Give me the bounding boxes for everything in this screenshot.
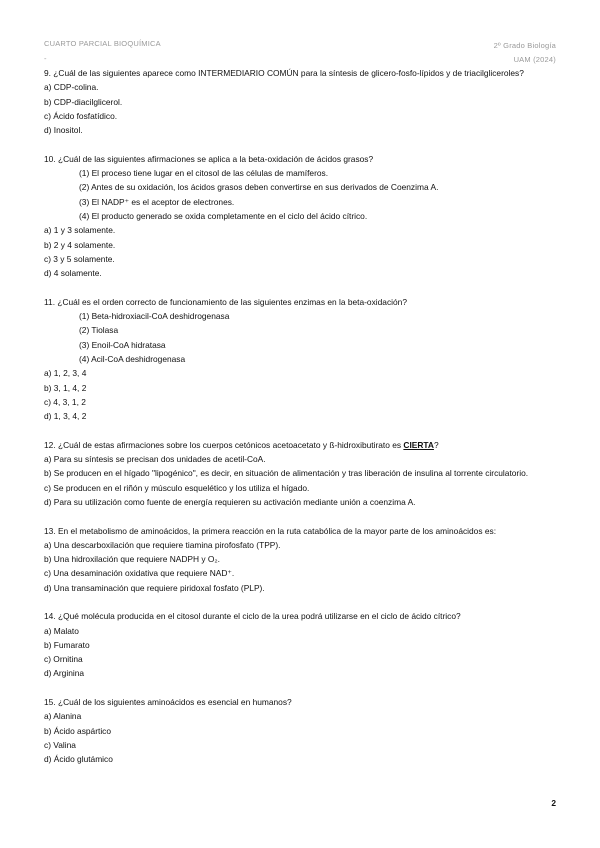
question-stem (44, 438, 558, 452)
option-c: c) Se producen en el riñón y músculo esquelético y los utiliza el hígado. (44, 482, 310, 493)
option-d: d) 1, 3, 4, 2 (44, 411, 87, 422)
question-stem: 15. ¿Cuál de los siguientes aminoácidos es esencial en humanos? (44, 697, 292, 708)
statement-2: (2) Antes de su oxidación, los ácidos grasos deben convertirse en sus derivados de Coenzima A. (79, 182, 439, 193)
header-university-year: UAM (2024) (513, 55, 556, 64)
question-stem: 11. ¿Cuál es el orden correcto de funcionamiento de las siguientes enzimas en la beta-oxidación? (44, 296, 407, 307)
page-number: 2 (551, 798, 556, 808)
option-c: c) Valina (44, 739, 76, 750)
option-d: d) Arginina (44, 668, 85, 679)
question-13 (44, 524, 558, 595)
option-d: d) Una transaminación que requiere piridoxal fosfato (PLP). (44, 582, 265, 593)
question-9 (44, 66, 558, 137)
option-b: b) 3, 1, 4, 2 (44, 382, 87, 393)
option-b: b) 2 y 4 solamente. (44, 239, 116, 250)
option-b: b) Se producen en el hígado "lipogénico", es decir, en situación de alimentación y tras liberación de insulina al torrente circulatorio. (44, 468, 529, 479)
option-b: b) Fumarato (44, 639, 90, 650)
question-stem: 10. ¿Cuál de las siguientes afirmaciones se aplica a la beta-oxidación de ácidos grasos? (44, 153, 374, 164)
statement-4: (4) El producto generado se oxida completamente en el ciclo del ácido cítrico. (79, 210, 368, 221)
header-degree: 2º Grado Biología (493, 41, 556, 50)
question-10 (44, 152, 558, 281)
exam-content (44, 66, 558, 781)
enzyme-1: (1) Beta-hidroxiacil-CoA deshidrogenasa (79, 311, 230, 322)
question-stem: 14. ¿Qué molécula producida en el citosol durante el ciclo de la urea podrá utilizarse en el ciclo de ácido cítrico? (44, 611, 461, 622)
option-b: b) CDP-diacilglicerol. (44, 96, 123, 107)
question-stem-emphasis: CIERTA (403, 439, 434, 450)
header-dash: - (44, 54, 47, 63)
enzyme-2: (2) Tiolasa (79, 325, 119, 336)
header-course-title: CUARTO PARCIAL BIOQUÍMICA (44, 39, 161, 48)
question-11 (44, 295, 558, 424)
header-degree-info (494, 39, 556, 67)
option-a: a) Una descarboxilación que requiere tiamina pirofosfato (TPP). (44, 539, 281, 550)
option-d: d) Para su utilización como fuente de energía requieren su activación mediante unión a coenzima A. (44, 496, 416, 507)
option-a: a) CDP-colina. (44, 82, 99, 93)
question-15 (44, 695, 558, 766)
question-stem: 13. En el metabolismo de aminoácidos, la primera reacción en la ruta catabólica de la mayor parte de los aminoácidos es: (44, 525, 497, 536)
question-14 (44, 609, 558, 680)
option-c: c) Ornitina (44, 654, 83, 665)
option-d: d) 4 solamente. (44, 268, 102, 279)
option-a: a) 1, 2, 3, 4 (44, 368, 87, 379)
statement-3: (3) El NADP⁺ es el aceptor de electrones. (79, 196, 235, 207)
option-c: c) 4, 3, 1, 2 (44, 396, 86, 407)
statement-1: (1) El proceso tiene lugar en el citosol de las células de mamíferos. (79, 168, 329, 179)
enzyme-4: (4) Acil-CoA deshidrogenasa (79, 353, 186, 364)
option-c: c) Una desaminación oxidativa que requiere NAD⁺. (44, 568, 235, 579)
option-d: d) Inositol. (44, 125, 83, 136)
question-stem-end: ? (433, 439, 439, 450)
option-a: a) 1 y 3 solamente. (44, 225, 116, 236)
option-d: d) Ácido glutámico (44, 754, 113, 765)
option-c: c) 3 y 5 solamente. (44, 253, 115, 264)
enzyme-3: (3) Enoil-CoA hidratasa (79, 339, 166, 350)
question-stem-text: 12. ¿Cuál de estas afirmaciones sobre los cuerpos cetónicos acetoacetato y ß-hidroxibutirato es (44, 439, 404, 450)
option-a: a) Alanina (44, 711, 82, 722)
question-stem: 9. ¿Cuál de las siguientes aparece como INTERMEDIARIO COMÚN para la síntesis de glicero-fosfo-lípidos y de triacilgliceroles? (44, 68, 524, 78)
option-c: c) Ácido fosfatídico. (44, 110, 118, 121)
option-a: a) Para su síntesis se precisan dos unidades de acetil-CoA. (44, 454, 266, 465)
option-b: b) Una hidroxilación que requiere NADPH y O₂. (44, 554, 220, 565)
option-b: b) Ácido aspártico (44, 725, 112, 736)
question-12 (44, 438, 558, 509)
option-a: a) Malato (44, 625, 79, 636)
